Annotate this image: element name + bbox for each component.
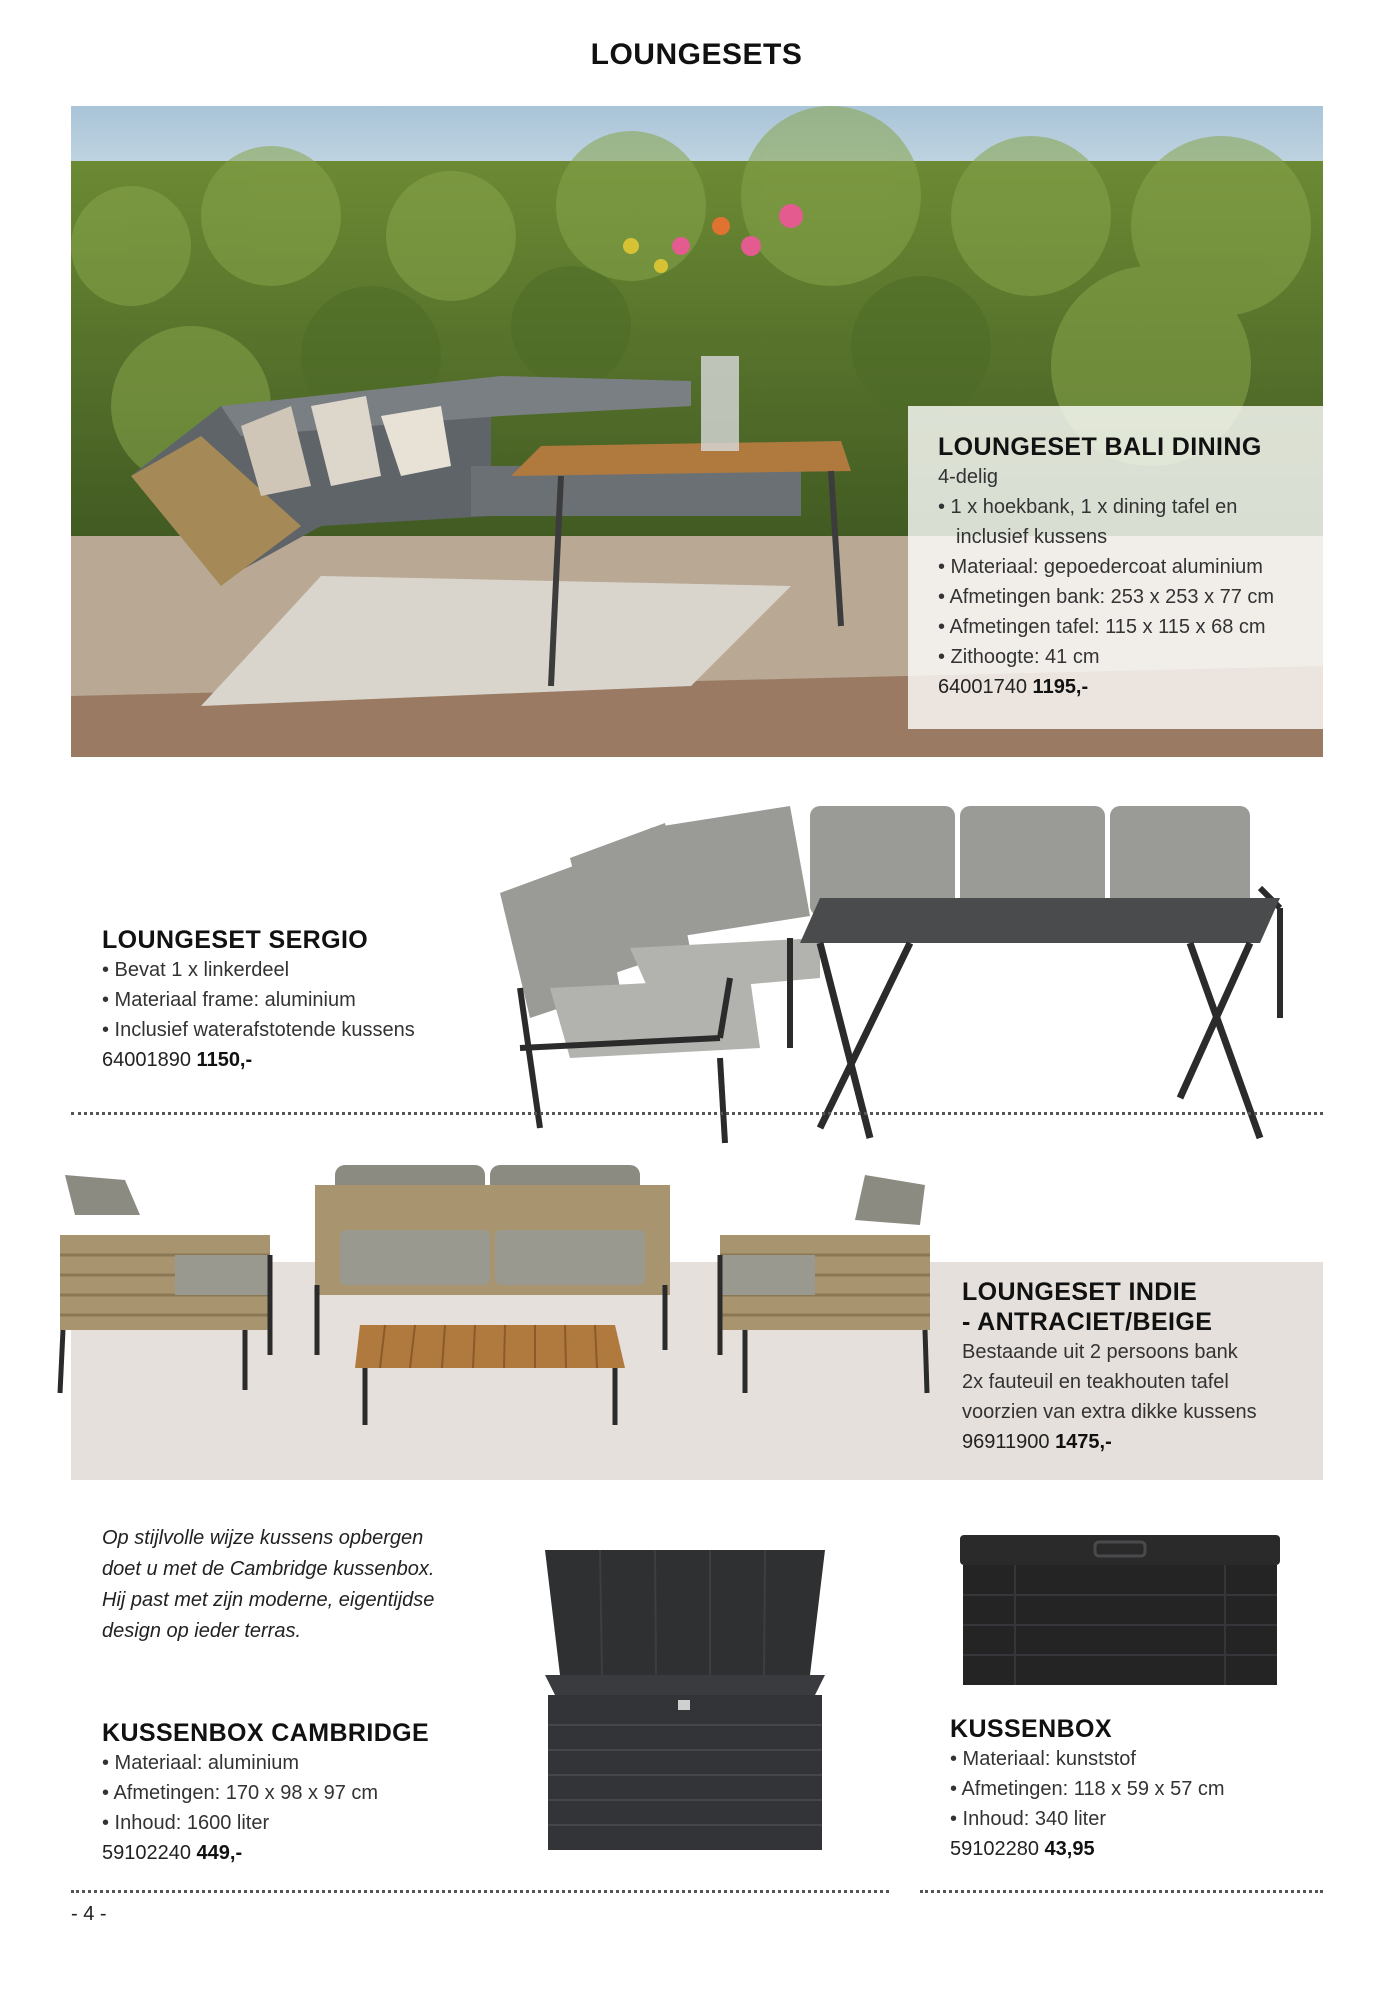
kussenbox-bullet: • Inhoud: 340 liter (950, 1808, 1106, 1830)
sergio-sku: 64001890 (102, 1049, 191, 1071)
intro-line: Hij past met zijn moderne, eigentijdse (102, 1589, 435, 1611)
indie-title-line1: LOUNGESET INDIE (962, 1278, 1198, 1306)
cambridge-sku: 59102240 (102, 1842, 191, 1864)
bali-sku: 64001740 (938, 676, 1027, 698)
page-title: LOUNGESETS (590, 38, 803, 71)
divider-dotted (920, 1890, 1323, 1893)
kussenbox-info (950, 1714, 1310, 1864)
sergio-bullet: • Inclusief waterafstotende kussens (102, 1019, 415, 1041)
kussenbox-bullet: • Afmetingen: 118 x 59 x 57 cm (950, 1778, 1225, 1800)
cambridge-price: 449,- (196, 1842, 243, 1864)
cambridge-info (102, 1718, 522, 1868)
kussenbox-intro (102, 1523, 522, 1647)
bali-subtitle: 4-delig (938, 466, 999, 488)
intro-line: Op stijlvolle wijze kussens opbergen (102, 1527, 424, 1549)
indie-product-image (55, 1155, 935, 1435)
bali-title: LOUNGESET BALI DINING (938, 433, 1262, 461)
indie-sku-price (962, 1427, 1302, 1457)
bali-bullet: • Zithoogte: 41 cm (938, 646, 1100, 668)
cambridge-product-image (540, 1545, 830, 1855)
sergio-title: LOUNGESET SERGIO (102, 926, 369, 954)
kussenbox-product-image (955, 1530, 1285, 1690)
sergio-price: 1150,- (196, 1049, 253, 1071)
indie-line: voorzien van extra dikke kussens (962, 1401, 1257, 1423)
bali-bullet: • Afmetingen tafel: 115 x 115 x 68 cm (938, 616, 1266, 638)
kussenbox-price: 43,95 (1044, 1838, 1095, 1860)
sergio-info (102, 925, 522, 1075)
sergio-bullet: • Bevat 1 x linkerdeel (102, 959, 290, 981)
indie-sku: 96911900 (962, 1431, 1050, 1453)
cambridge-bullet: • Inhoud: 1600 liter (102, 1812, 270, 1834)
indie-line: Bestaande uit 2 persoons bank (962, 1341, 1238, 1363)
bali-bullet: • Afmetingen bank: 253 x 253 x 77 cm (938, 586, 1275, 608)
cambridge-sku-price (102, 1838, 522, 1868)
cambridge-bullet: • Materiaal: aluminium (102, 1752, 300, 1774)
intro-line: doet u met de Cambridge kussenbox. (102, 1558, 435, 1580)
indie-title-line2: - ANTRACIET/BEIGE (962, 1308, 1213, 1336)
cambridge-title: KUSSENBOX CAMBRIDGE (102, 1719, 430, 1747)
sergio-bullet: • Materiaal frame: aluminium (102, 989, 356, 1011)
divider-dotted (71, 1890, 889, 1893)
bali-info-box (908, 406, 1323, 729)
bali-bullet: inclusief kussens (956, 526, 1108, 548)
kussenbox-sku: 59102280 (950, 1838, 1039, 1860)
kussenbox-sku-price (950, 1834, 1310, 1864)
bali-price: 1195,- (1032, 676, 1089, 698)
kussenbox-title: KUSSENBOX (950, 1715, 1112, 1743)
sergio-product-image (490, 798, 1290, 1148)
indie-line: 2x fauteuil en teakhouten tafel (962, 1371, 1229, 1393)
divider-dotted (71, 1112, 1323, 1115)
bali-bullet: • Materiaal: gepoedercoat aluminium (938, 556, 1263, 578)
cambridge-bullet: • Afmetingen: 170 x 98 x 97 cm (102, 1782, 379, 1804)
bali-bullet: • 1 x hoekbank, 1 x dining tafel en (938, 496, 1238, 518)
page-number: - 4 - (71, 1903, 107, 1925)
indie-price: 1475,- (1055, 1431, 1112, 1453)
kussenbox-bullet: • Materiaal: kunststof (950, 1748, 1136, 1770)
sergio-sku-price (102, 1045, 522, 1075)
intro-line: design op ieder terras. (102, 1620, 302, 1642)
bali-sku-price (938, 672, 1323, 702)
indie-info (962, 1277, 1302, 1457)
hero-photo-bali (71, 106, 1323, 757)
